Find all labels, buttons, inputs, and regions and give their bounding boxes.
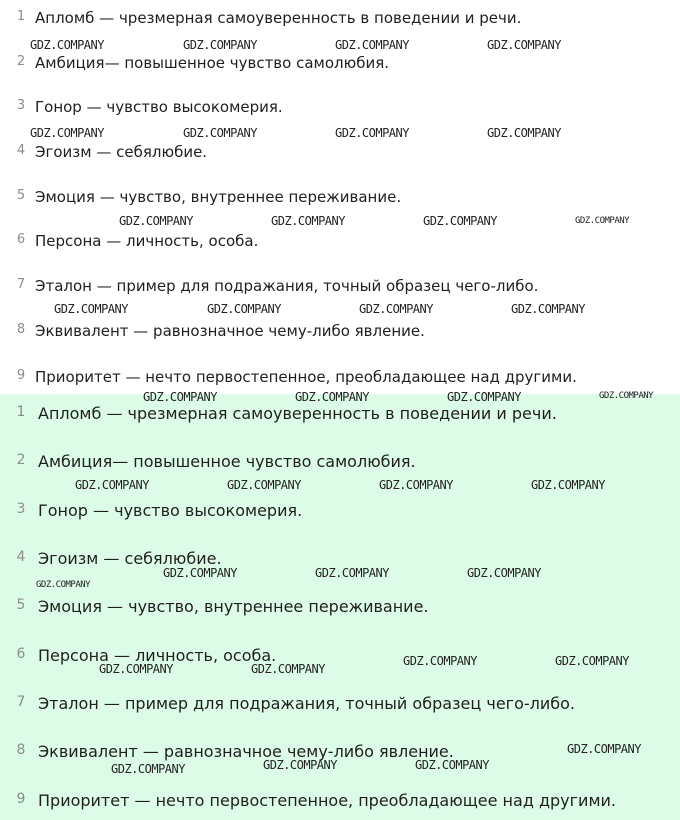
item-number: 4	[16, 549, 26, 565]
definition: — чрезмерная самоуверенность в поведении и речи.	[94, 9, 522, 27]
term: Эгоизм	[38, 549, 99, 568]
watermark: GDZ.COMPANY	[295, 390, 369, 404]
item-number: 2	[16, 54, 26, 69]
watermark: GDZ.COMPANY	[271, 214, 345, 228]
item-number: 3	[16, 501, 26, 517]
term: Эталон	[35, 277, 92, 295]
item-number: 5	[16, 597, 26, 613]
definition: — равнозначное чему-либо явление.	[137, 742, 454, 761]
watermark: GDZ.COMPANY	[335, 126, 409, 140]
item-number: 8	[16, 322, 26, 337]
item-number: 6	[16, 232, 26, 247]
watermark: GDZ.COMPANY	[119, 214, 193, 228]
term: Персона	[38, 646, 109, 665]
definition: — нечто первостепенное, преобладающее над другими.	[120, 368, 577, 386]
term: Амбиция	[35, 54, 105, 72]
term: Персона	[35, 232, 102, 250]
item-text	[38, 501, 302, 520]
item-text	[38, 597, 429, 616]
term: Гонор	[35, 98, 82, 116]
definition: — нечто первостепенное, преобладающее над другими.	[129, 791, 617, 810]
definition: — чувство, внутреннее переживание.	[94, 188, 402, 206]
watermark: GDZ.COMPANY	[207, 302, 281, 316]
watermark: GDZ.COMPANY	[511, 302, 585, 316]
term: Эквивалент	[38, 742, 138, 761]
item-text	[35, 143, 207, 161]
word-list-top	[0, 0, 680, 394]
item-text	[38, 694, 575, 713]
definition: — повышенное чувство самолюбия.	[112, 452, 416, 471]
item-text	[35, 232, 258, 250]
watermark: GDZ.COMPANY	[423, 214, 497, 228]
watermark: GDZ.COMPANY	[251, 662, 325, 676]
term: Эгоизм	[35, 143, 92, 161]
watermark: GDZ.COMPANY	[575, 216, 630, 226]
watermark: GDZ.COMPANY	[183, 126, 257, 140]
watermark: GDZ.COMPANY	[111, 762, 185, 776]
watermark: GDZ.COMPANY	[75, 478, 149, 492]
item-text	[38, 646, 276, 665]
watermark: GDZ.COMPANY	[30, 38, 104, 52]
definition: — равнозначное чему-либо явление.	[128, 322, 425, 340]
item-text	[35, 9, 521, 27]
term: Апломб	[35, 9, 95, 27]
definition: — чувство высокомерия.	[87, 501, 303, 520]
watermark: GDZ.COMPANY	[567, 742, 641, 756]
item-number: 7	[16, 277, 26, 292]
term: Эмоция	[38, 597, 102, 616]
word-list-bottom	[0, 394, 680, 820]
watermark: GDZ.COMPANY	[555, 654, 629, 668]
item-text	[38, 452, 416, 471]
item-text	[35, 188, 401, 206]
item-text	[38, 742, 454, 761]
definition: — себялюбие.	[98, 549, 222, 568]
definition: — личность, особа.	[108, 646, 277, 665]
watermark: GDZ.COMPANY	[36, 580, 91, 590]
watermark: GDZ.COMPANY	[315, 566, 389, 580]
watermark: GDZ.COMPANY	[403, 654, 477, 668]
watermark: GDZ.COMPANY	[143, 390, 217, 404]
item-number: 1	[16, 9, 26, 24]
item-number: 5	[16, 188, 26, 203]
item-number: 9	[16, 368, 26, 383]
watermark: GDZ.COMPANY	[263, 758, 337, 772]
term: Эмоция	[35, 188, 95, 206]
watermark: GDZ.COMPANY	[54, 302, 128, 316]
watermark: GDZ.COMPANY	[227, 478, 301, 492]
item-number: 9	[16, 791, 26, 807]
definition: — личность, особа.	[101, 232, 259, 250]
item-number: 7	[16, 694, 26, 710]
definition: — пример для подражания, точный образец чего-либо.	[98, 694, 575, 713]
term: Приоритет	[38, 791, 130, 810]
item-text	[38, 404, 557, 423]
watermark: GDZ.COMPANY	[335, 38, 409, 52]
item-text	[38, 549, 222, 568]
item-number: 2	[16, 452, 26, 468]
watermark: GDZ.COMPANY	[99, 662, 173, 676]
item-number: 4	[16, 143, 26, 158]
item-text	[38, 791, 616, 810]
item-number: 8	[16, 742, 26, 758]
definition: — чувство, внутреннее переживание.	[101, 597, 429, 616]
definition: — повышенное чувство самолюбия.	[104, 54, 390, 72]
item-text	[35, 322, 425, 340]
term: Эквивалент	[35, 322, 129, 340]
watermark: GDZ.COMPANY	[379, 478, 453, 492]
term: Гонор	[38, 501, 88, 520]
watermark: GDZ.COMPANY	[599, 391, 654, 401]
term: Амбиция	[38, 452, 113, 471]
watermark: GDZ.COMPANY	[467, 566, 541, 580]
term: Приоритет	[35, 368, 121, 386]
item-number: 6	[16, 646, 26, 662]
item-text	[35, 54, 389, 72]
definition: — чувство высокомерия.	[81, 98, 283, 116]
item-text	[35, 277, 538, 295]
definition: — чрезмерная самоуверенность в поведении и речи.	[101, 404, 557, 423]
watermark: GDZ.COMPANY	[447, 390, 521, 404]
watermark: GDZ.COMPANY	[30, 126, 104, 140]
item-text	[35, 368, 577, 386]
definition: — себялюбие.	[91, 143, 208, 161]
item-text	[35, 98, 283, 116]
definition: — пример для подражания, точный образец чего-либо.	[91, 277, 539, 295]
item-number: 3	[16, 98, 26, 113]
term: Эталон	[38, 694, 99, 713]
watermark: GDZ.COMPANY	[183, 38, 257, 52]
watermark: GDZ.COMPANY	[359, 302, 433, 316]
watermark: GDZ.COMPANY	[531, 478, 605, 492]
watermark: GDZ.COMPANY	[415, 758, 489, 772]
watermark: GDZ.COMPANY	[487, 126, 561, 140]
watermark: GDZ.COMPANY	[163, 566, 237, 580]
watermark: GDZ.COMPANY	[487, 38, 561, 52]
item-number: 1	[16, 404, 26, 420]
term: Апломб	[38, 404, 102, 423]
